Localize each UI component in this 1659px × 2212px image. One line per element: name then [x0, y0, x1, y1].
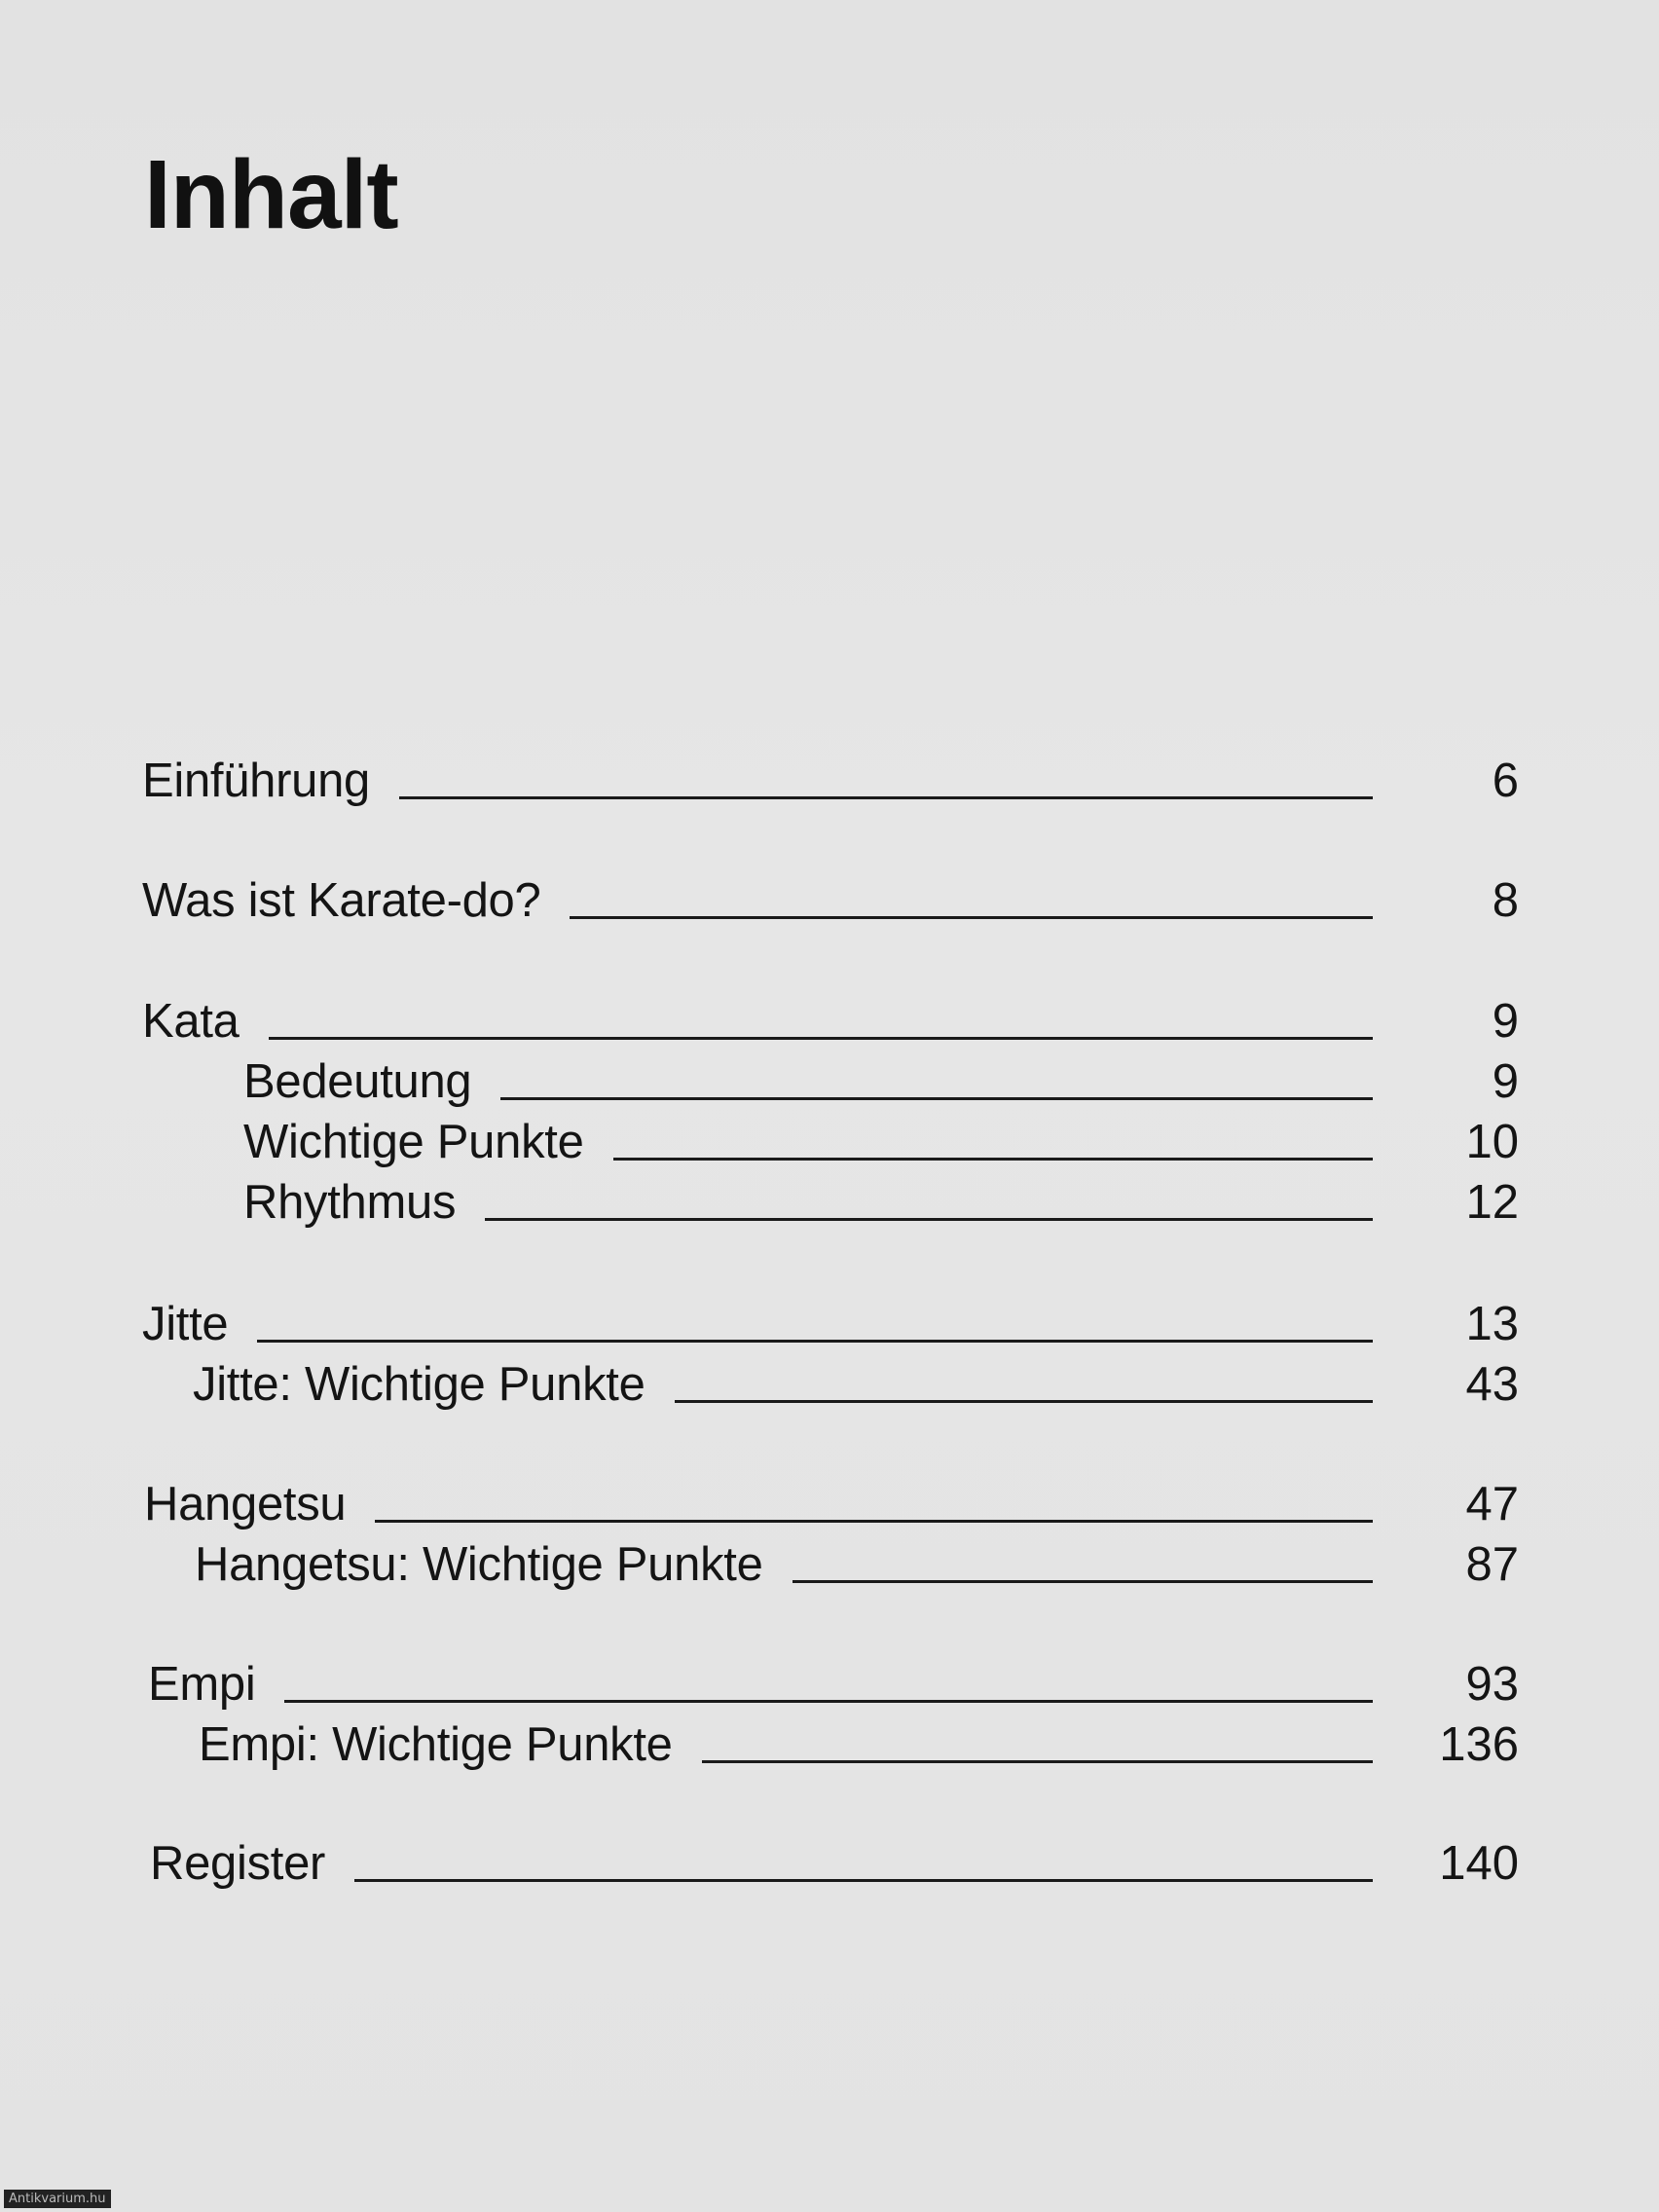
toc-entry-kata: [142, 995, 1519, 1048]
toc-entry-label: Empi: [148, 1658, 256, 1711]
toc-entry-jitte: [142, 1298, 1519, 1350]
toc-entry-label: Jitte: [142, 1298, 229, 1350]
watermark-label: Antikvarium.hu: [4, 2190, 111, 2208]
toc-entry-page: 43: [1465, 1358, 1519, 1411]
leader-line: [269, 1037, 1373, 1040]
toc-entry-page: 13: [1465, 1298, 1519, 1350]
leader-line: [675, 1400, 1373, 1403]
toc-entry-was-ist-karate-do: [142, 874, 1519, 927]
toc-entry-label: Was ist Karate-do?: [142, 874, 541, 927]
toc-entry-label: Bedeutung: [243, 1055, 472, 1108]
leader-line: [354, 1879, 1373, 1882]
toc-entry-empi: [148, 1658, 1519, 1711]
toc-entry-bedeutung: [243, 1055, 1519, 1108]
toc-entry-label: Hangetsu: Wichtige Punkte: [195, 1538, 763, 1591]
toc-entry-hangetsu-wichtige-punkte: [195, 1538, 1519, 1591]
leader-line: [257, 1340, 1373, 1343]
page-title: Inhalt: [144, 140, 398, 249]
toc-entry-register: [150, 1837, 1519, 1890]
toc-entry-page: 93: [1465, 1658, 1519, 1711]
leader-line: [793, 1580, 1373, 1583]
toc-entry-label: Empi: Wichtige Punkte: [199, 1718, 673, 1771]
toc-entry-wichtige-punkte: [243, 1116, 1519, 1168]
leader-line: [375, 1520, 1373, 1523]
toc-entry-jitte-wichtige-punkte: [193, 1358, 1519, 1411]
toc-entry-einfuehrung: [142, 757, 1519, 805]
toc-entry-page: 87: [1465, 1538, 1519, 1591]
leader-line: [485, 1218, 1373, 1221]
leader-line: [570, 916, 1373, 919]
toc-entry-page: 47: [1465, 1478, 1519, 1530]
toc-entry-rhythmus: [243, 1176, 1519, 1229]
toc-entry-page: 9: [1492, 995, 1519, 1048]
toc-entry-hangetsu: [144, 1478, 1519, 1530]
toc-entry-page: 10: [1465, 1116, 1519, 1168]
toc-entry-label: Einführung: [142, 755, 371, 807]
toc-entry-label: Hangetsu: [144, 1478, 347, 1530]
leader-line: [284, 1700, 1373, 1703]
toc-entry-page: 6: [1492, 755, 1519, 807]
toc-entry-page: 8: [1492, 874, 1519, 927]
leader-line: [613, 1158, 1373, 1161]
toc-entry-label: Jitte: Wichtige Punkte: [193, 1358, 645, 1411]
toc-entry-label: Register: [150, 1837, 326, 1890]
toc-entry-label: Wichtige Punkte: [243, 1116, 584, 1168]
leader-line: [702, 1760, 1373, 1763]
toc-entry-label: Kata: [142, 995, 240, 1048]
leader-line: [500, 1097, 1373, 1100]
leader-line: [399, 796, 1373, 799]
toc-entry-page: 140: [1439, 1837, 1519, 1890]
toc-entry-page: 136: [1439, 1718, 1519, 1771]
toc-entry-page: 12: [1465, 1176, 1519, 1229]
toc-entry-empi-wichtige-punkte: [199, 1718, 1519, 1771]
toc-entry-label: Rhythmus: [243, 1176, 457, 1229]
toc-entry-page: 9: [1492, 1055, 1519, 1108]
